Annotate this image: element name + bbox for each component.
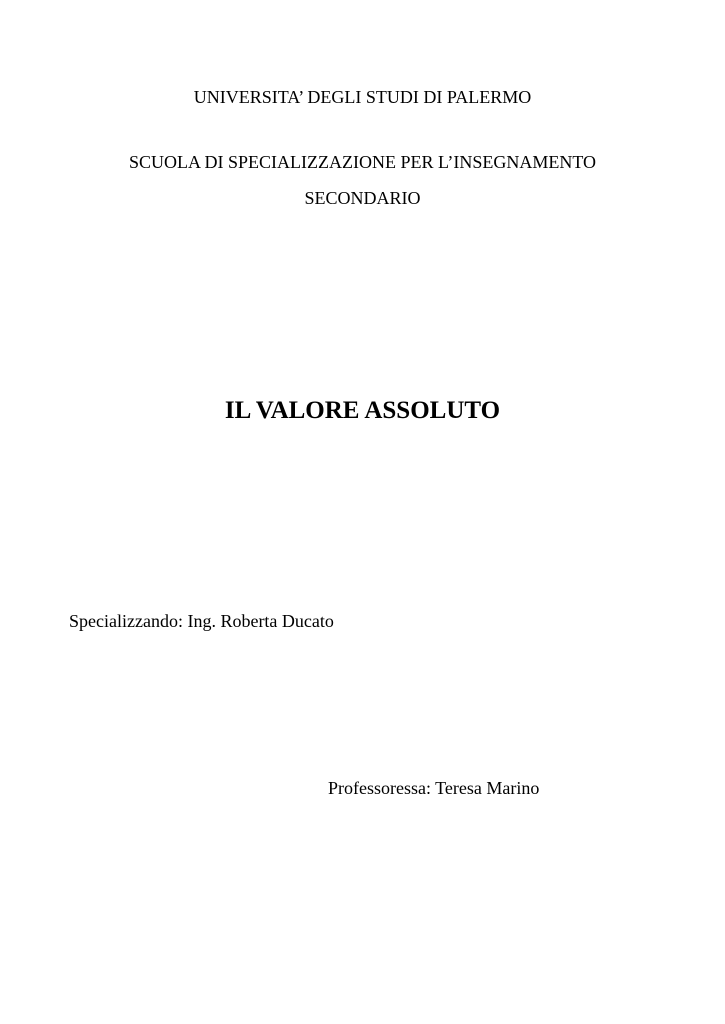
student-name: Specializzando: Ing. Roberta Ducato [69,611,334,631]
university-name: UNIVERSITA’ DEGLI STUDI DI PALERMO [193,87,532,107]
professor-name: Professoressa: Teresa Marino [328,778,540,798]
document-title: IL VALORE ASSOLUTO [224,397,501,424]
school-name-line-2: SECONDARIO [304,188,421,208]
school-name-line-1: SCUOLA DI SPECIALIZZAZIONE PER L’INSEGNAMENTO [129,152,596,172]
